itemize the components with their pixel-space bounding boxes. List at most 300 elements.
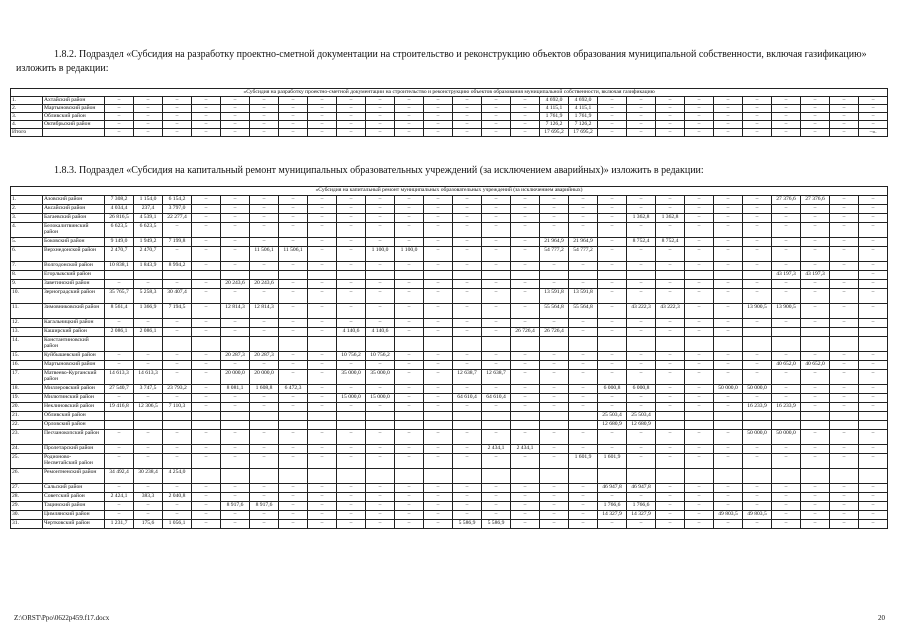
value-cell [192,271,221,280]
value-cell: – [366,280,395,289]
district-name: Зерноградский район [43,289,105,304]
value-cell: – [337,205,366,214]
value-cell: 8 917,6 [250,502,279,511]
district-name: Мартыновский район [43,361,105,370]
value-cell: – [830,289,859,304]
value-cell: – [859,394,888,403]
value-cell: – [859,113,888,121]
value-cell: – [308,214,337,223]
value-cell: – [453,385,482,394]
row-number: 27. [11,484,43,493]
value-cell: 14 613,3 [105,370,134,385]
district-name: Белокалитвинский район [43,223,105,238]
value-cell: – [540,205,569,214]
value-cell [395,412,424,421]
value-cell: – [656,502,685,511]
value-cell: – [134,454,163,469]
value-cell: – [830,247,859,262]
value-cell: – [569,214,598,223]
value-cell: – [424,454,453,469]
value-cell: – [453,403,482,412]
value-cell: – [279,319,308,328]
value-cell: – [656,113,685,121]
value-cell: – [395,129,424,137]
value-cell [540,469,569,484]
value-cell: – [279,280,308,289]
value-cell: – [308,445,337,454]
value-cell: – [163,352,192,361]
value-cell: – [627,247,656,262]
value-cell [482,271,511,280]
table-row [11,223,888,238]
value-cell: – [569,196,598,205]
value-cell: – [366,445,395,454]
value-cell: – [830,445,859,454]
value-cell: –». [859,129,888,137]
value-cell: – [424,247,453,262]
value-cell: – [801,430,830,445]
district-name [43,129,105,137]
value-cell: – [598,493,627,502]
value-cell: 54 777,2 [540,247,569,262]
table-row [11,271,888,280]
value-cell: – [279,105,308,113]
value-cell [192,469,221,484]
value-cell: – [424,113,453,121]
value-cell: – [221,205,250,214]
value-cell: 13 900,5 [772,304,801,319]
value-cell: – [772,385,801,394]
value-cell: – [366,113,395,121]
value-cell [627,469,656,484]
value-cell: – [743,129,772,137]
value-cell: – [569,370,598,385]
table-row [11,289,888,304]
value-cell: – [163,319,192,328]
row-number: 18. [11,385,43,394]
value-cell: – [859,445,888,454]
row-number: Итого [11,129,43,137]
value-cell: – [627,394,656,403]
value-cell: – [627,121,656,129]
value-cell: – [366,121,395,129]
value-cell: – [453,484,482,493]
value-cell: – [859,430,888,445]
value-cell: – [221,238,250,247]
value-cell: – [511,280,540,289]
value-cell: – [221,247,250,262]
value-cell: – [337,520,366,529]
value-cell [250,337,279,352]
value-cell: – [569,319,598,328]
value-cell: – [598,394,627,403]
value-cell: – [250,113,279,121]
value-cell: – [250,511,279,520]
value-cell: – [163,223,192,238]
value-cell: – [308,394,337,403]
value-cell: – [569,502,598,511]
district-name: Боковский район [43,238,105,247]
value-cell: – [105,280,134,289]
row-number: 11. [11,304,43,319]
value-cell: – [830,238,859,247]
value-cell: – [685,403,714,412]
value-cell: – [424,370,453,385]
value-cell: – [424,121,453,129]
value-cell: 11 506,1 [279,247,308,262]
value-cell: – [366,105,395,113]
value-cell: – [163,121,192,129]
value-cell: – [308,113,337,121]
value-cell: – [424,361,453,370]
row-number: 31. [11,520,43,529]
value-cell [482,337,511,352]
value-cell: 14 327,9 [598,511,627,520]
value-cell: – [105,129,134,137]
value-cell: – [163,280,192,289]
value-cell: – [337,196,366,205]
value-cell: – [801,262,830,271]
value-cell: – [598,328,627,337]
value-cell: – [192,238,221,247]
value-cell: – [482,430,511,445]
value-cell: 10 838,1 [105,262,134,271]
value-cell: – [134,105,163,113]
value-cell: – [337,129,366,137]
value-cell: – [801,223,830,238]
value-cell: – [163,511,192,520]
value-cell: – [250,105,279,113]
value-cell: – [221,121,250,129]
row-number: 2. [11,105,43,113]
value-cell: – [395,385,424,394]
value-cell: – [772,238,801,247]
value-cell: – [221,430,250,445]
value-cell: – [801,385,830,394]
value-cell: – [453,196,482,205]
value-cell: – [685,262,714,271]
value-cell: – [685,223,714,238]
value-cell [598,469,627,484]
value-cell: – [250,262,279,271]
value-cell: – [714,262,743,271]
value-cell: – [685,205,714,214]
value-cell: – [366,520,395,529]
value-cell: – [424,502,453,511]
value-cell: 1 362,8 [627,214,656,223]
value-cell: – [395,280,424,289]
value-cell: – [714,105,743,113]
value-cell: – [540,319,569,328]
value-cell: 6 472,3 [279,385,308,394]
value-cell: 5 586,9 [482,520,511,529]
value-cell: – [424,484,453,493]
value-cell: 1 608,8 [250,385,279,394]
value-cell [685,337,714,352]
value-cell: – [859,196,888,205]
value-cell [221,421,250,430]
value-cell [453,421,482,430]
value-cell: 27 376,6 [772,196,801,205]
value-cell: – [279,121,308,129]
value-cell: – [395,97,424,105]
value-cell: – [801,113,830,121]
value-cell: – [424,196,453,205]
district-name: Аксайский район [43,205,105,214]
value-cell: 17 695,2 [540,129,569,137]
value-cell: 43 222,3 [656,304,685,319]
value-cell [569,337,598,352]
value-cell: 20 000,0 [221,370,250,385]
value-cell: – [656,520,685,529]
value-cell: – [482,511,511,520]
value-cell: 6 623,5 [105,223,134,238]
value-cell: 4 115,1 [540,105,569,113]
value-cell: – [395,394,424,403]
value-cell: – [366,97,395,105]
value-cell: – [163,445,192,454]
value-cell: – [453,205,482,214]
value-cell: – [743,502,772,511]
value-cell: – [714,484,743,493]
value-cell [743,421,772,430]
value-cell: – [192,105,221,113]
value-cell [395,337,424,352]
value-cell: – [743,214,772,223]
table-row [11,196,888,205]
value-cell: – [105,511,134,520]
value-cell: – [250,403,279,412]
value-cell [163,271,192,280]
value-cell: – [569,430,598,445]
value-cell [714,421,743,430]
value-cell: 4 539,1 [134,214,163,223]
value-cell: 9 149,0 [105,238,134,247]
value-cell: – [685,289,714,304]
value-cell: – [453,502,482,511]
value-cell [279,271,308,280]
value-cell: – [105,394,134,403]
value-cell: – [830,129,859,137]
value-cell: – [743,196,772,205]
value-cell: – [627,105,656,113]
district-name: Сальский район [43,484,105,493]
value-cell: – [279,484,308,493]
value-cell: – [395,262,424,271]
value-cell [337,412,366,421]
table-row [11,280,888,289]
value-cell [482,421,511,430]
value-cell: – [395,205,424,214]
row-number: 8. [11,271,43,280]
value-cell: – [598,370,627,385]
value-cell: – [627,328,656,337]
row-number: 3. [11,113,43,121]
value-cell: 50 000,0 [743,430,772,445]
value-cell: – [163,484,192,493]
value-cell [192,337,221,352]
value-cell: 20 287,3 [221,352,250,361]
value-cell: – [221,445,250,454]
value-cell: 1 766,6 [598,502,627,511]
value-cell: – [279,520,308,529]
value-cell: – [453,121,482,129]
value-cell: – [830,319,859,328]
value-cell: – [482,403,511,412]
value-cell: – [743,319,772,328]
value-cell: – [221,511,250,520]
value-cell: – [192,493,221,502]
value-cell: – [250,319,279,328]
value-cell: – [453,445,482,454]
value-cell: – [395,196,424,205]
value-cell: – [279,205,308,214]
value-cell: – [801,370,830,385]
district-name: Куйбышевский район [43,352,105,361]
value-cell: – [279,352,308,361]
district-name: Каширский район [43,328,105,337]
value-cell: – [221,484,250,493]
value-cell: – [540,520,569,529]
district-name: Зимовниковский район [43,304,105,319]
value-cell: – [453,304,482,319]
value-cell: – [366,430,395,445]
table-row [11,328,888,337]
value-cell: – [250,445,279,454]
value-cell: – [685,430,714,445]
district-name: Чертковский район [43,520,105,529]
value-cell: – [308,370,337,385]
value-cell: – [801,403,830,412]
value-cell [743,271,772,280]
value-cell: – [830,385,859,394]
value-cell: – [830,196,859,205]
value-cell: 2 086,1 [105,328,134,337]
value-cell [482,412,511,421]
value-cell: – [308,454,337,469]
value-cell: – [453,129,482,137]
value-cell: – [424,445,453,454]
value-cell: – [337,223,366,238]
value-cell: 20 243,6 [250,280,279,289]
value-cell [192,412,221,421]
value-cell: 1 601,9 [569,454,598,469]
value-cell: – [743,205,772,214]
value-cell: – [801,319,830,328]
value-cell: – [540,502,569,511]
value-cell: – [337,493,366,502]
table-row [11,412,888,421]
value-cell: – [424,280,453,289]
value-cell: 50 000,0 [743,385,772,394]
value-cell: – [221,403,250,412]
value-cell: – [221,223,250,238]
value-cell: – [656,196,685,205]
value-cell: 43 197,3 [801,271,830,280]
value-cell [772,469,801,484]
table-row [11,421,888,430]
district-name: Егорлыкский район [43,271,105,280]
value-cell: – [250,238,279,247]
value-cell: – [250,129,279,137]
value-cell: – [743,223,772,238]
value-cell: – [279,289,308,304]
value-cell: – [627,361,656,370]
row-number: 3. [11,214,43,223]
district-name: Обливский район [43,412,105,421]
value-cell: – [192,304,221,319]
value-cell: 50 000,0 [772,430,801,445]
value-cell: – [656,97,685,105]
value-cell: 26 816,5 [105,214,134,223]
value-cell: – [540,394,569,403]
value-cell: – [424,520,453,529]
value-cell: – [859,511,888,520]
row-number: 28. [11,493,43,502]
value-cell: – [801,304,830,319]
value-cell [743,337,772,352]
value-cell: – [714,502,743,511]
value-cell: – [511,196,540,205]
value-cell: 5 586,9 [453,520,482,529]
value-cell: – [308,280,337,289]
value-cell: – [685,511,714,520]
value-cell: 4 692,0 [540,97,569,105]
value-cell: 7 199,8 [163,238,192,247]
value-cell: – [627,205,656,214]
value-cell: – [801,129,830,137]
value-cell: – [395,289,424,304]
value-cell: – [395,223,424,238]
value-cell: – [424,352,453,361]
value-cell: – [598,129,627,137]
value-cell: – [221,289,250,304]
value-cell: – [685,196,714,205]
value-cell: – [482,493,511,502]
value-cell: – [511,238,540,247]
value-cell: 35 000,0 [337,370,366,385]
value-cell: – [830,105,859,113]
row-number: 20. [11,403,43,412]
value-cell: – [830,262,859,271]
value-cell [540,337,569,352]
value-cell: – [685,394,714,403]
value-cell [859,469,888,484]
value-cell: – [511,511,540,520]
value-cell: – [830,352,859,361]
value-cell: 50 000,0 [714,385,743,394]
value-cell: – [801,502,830,511]
value-cell [337,337,366,352]
value-cell: – [192,129,221,137]
value-cell: – [772,352,801,361]
table-row [11,319,888,328]
value-cell: – [424,319,453,328]
table-row [11,511,888,520]
value-cell: – [163,129,192,137]
value-cell: – [395,214,424,223]
value-cell [134,271,163,280]
value-cell: 25 503,4 [627,412,656,421]
row-number: 22. [11,421,43,430]
value-cell: 20 243,6 [221,280,250,289]
value-cell: – [192,262,221,271]
value-cell: 35 765,7 [105,289,134,304]
value-cell: – [540,262,569,271]
value-cell: 20 287,3 [250,352,279,361]
value-cell: – [482,113,511,121]
value-cell: – [714,370,743,385]
